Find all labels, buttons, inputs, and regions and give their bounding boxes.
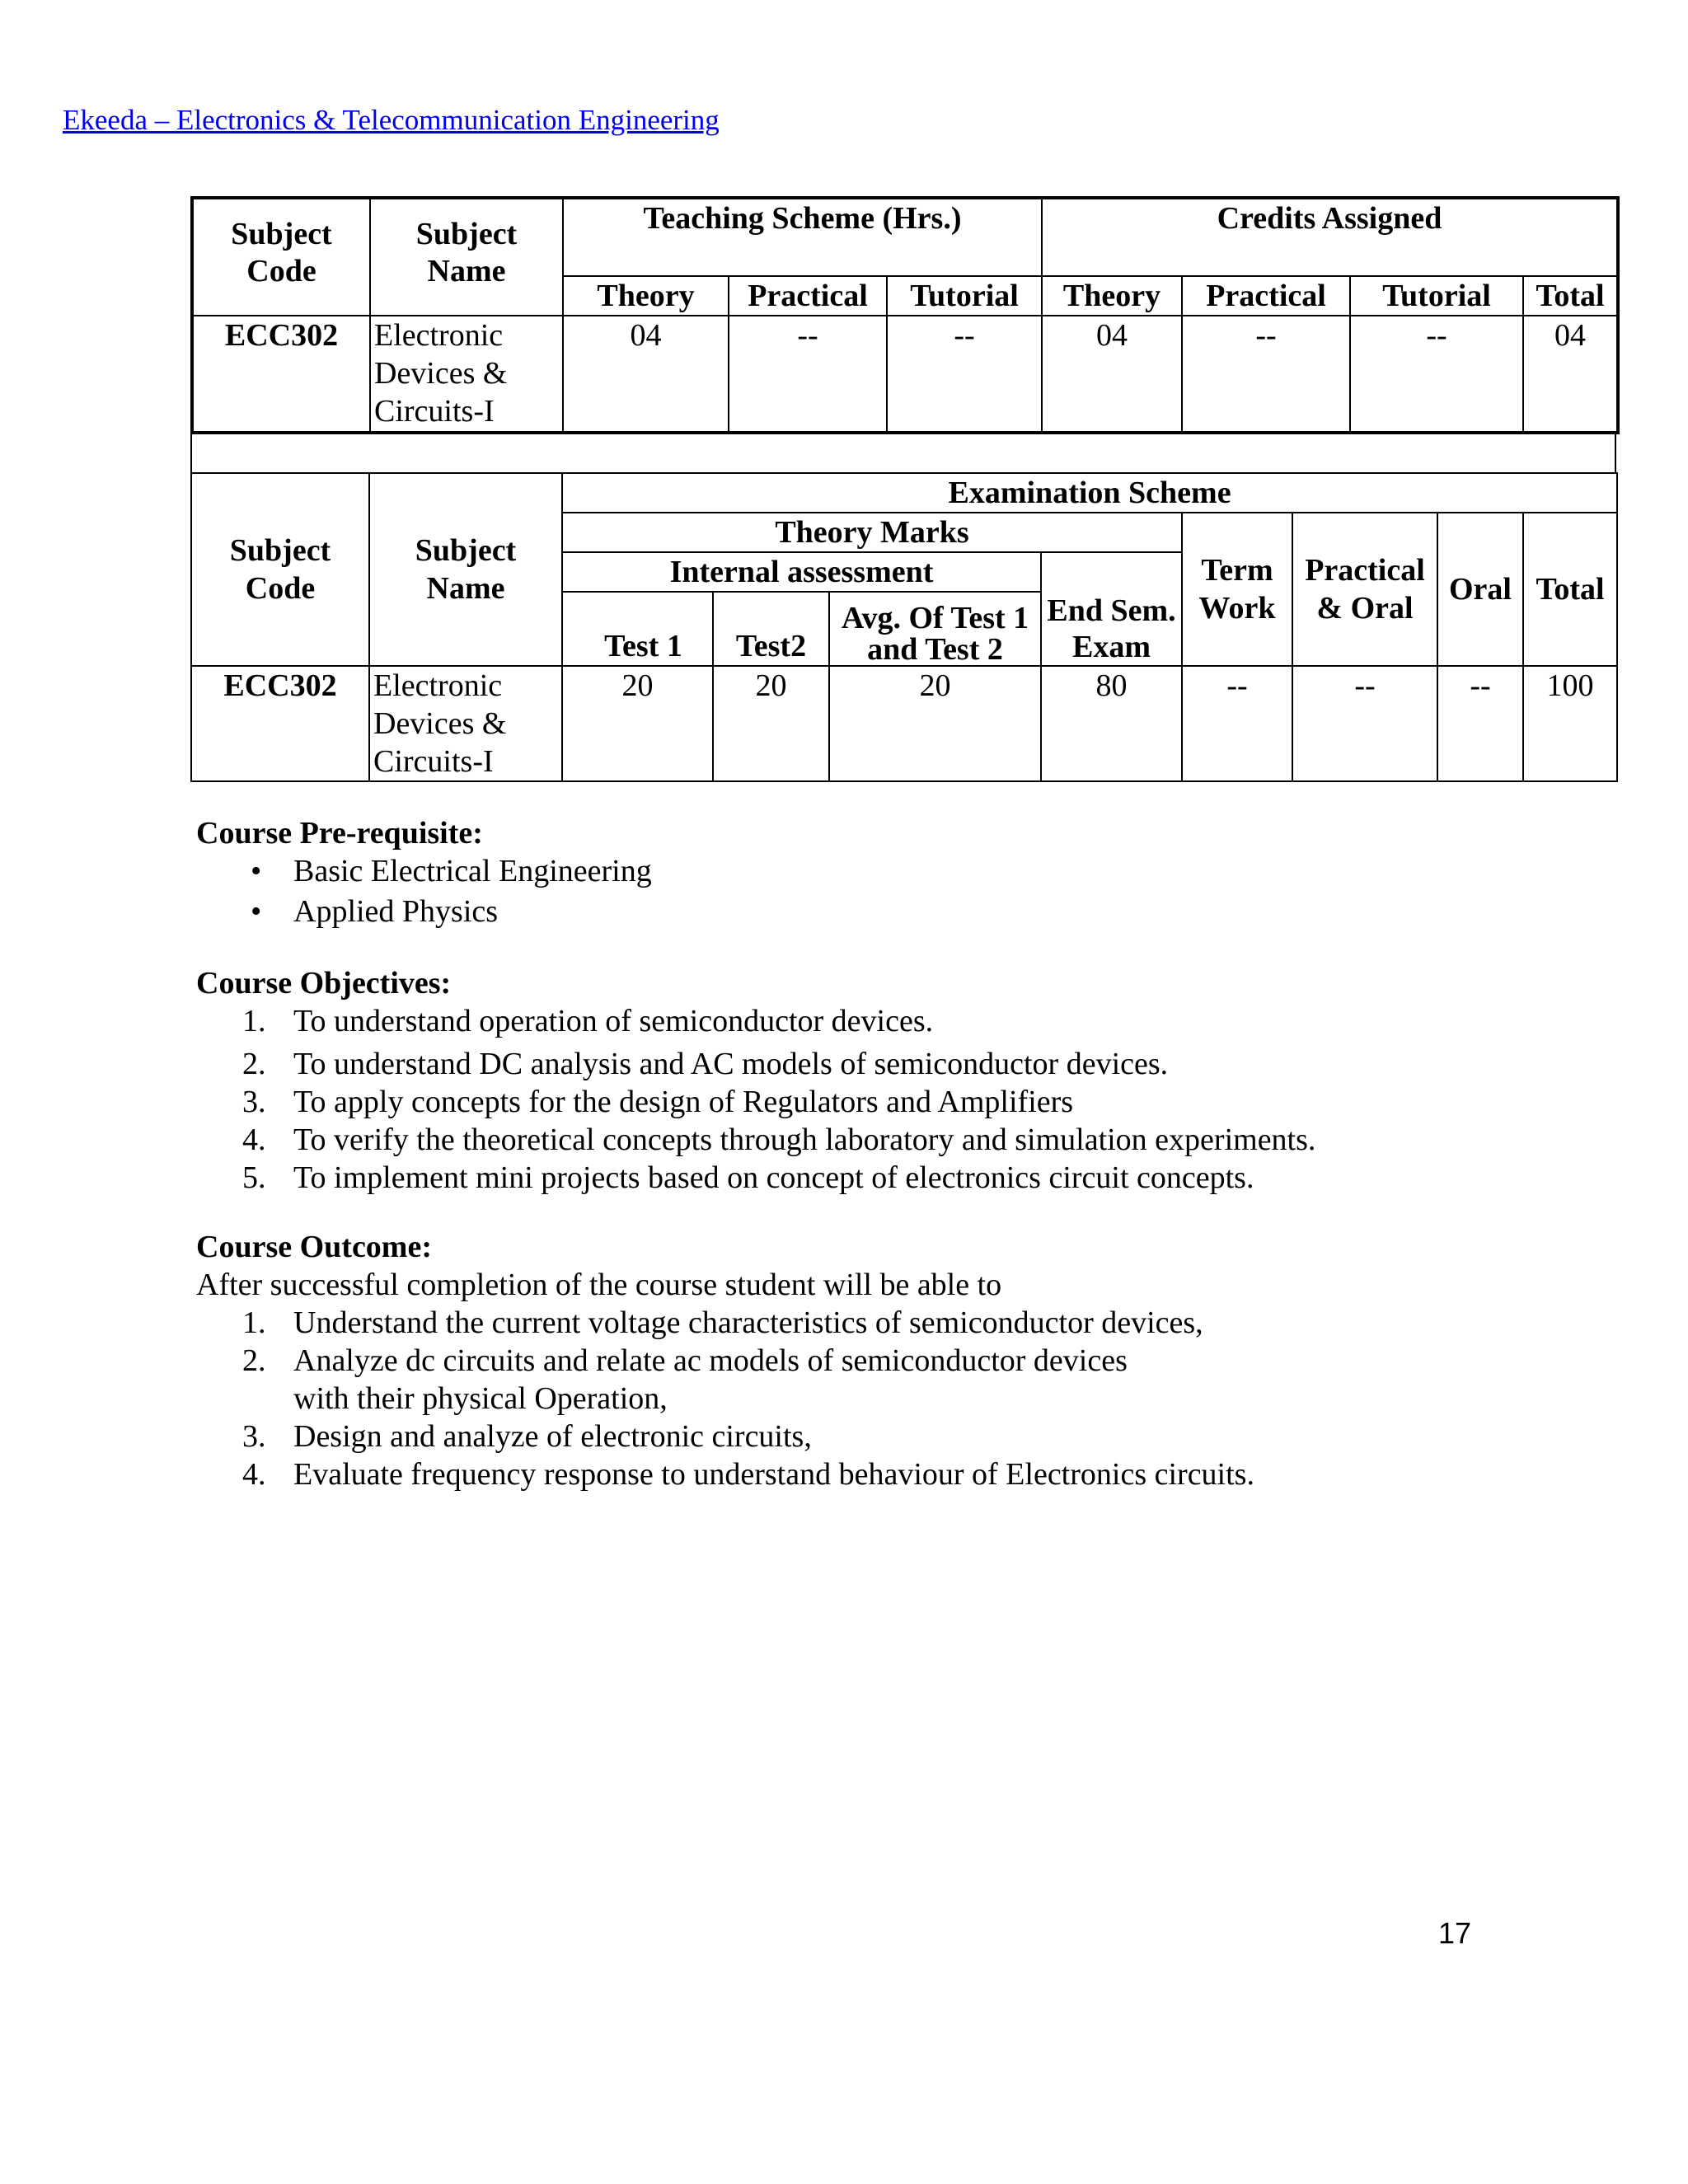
page-number: 17 bbox=[1438, 1916, 1472, 1950]
table-spacer bbox=[190, 434, 1616, 472]
bullet-icon: • bbox=[251, 854, 262, 888]
outcome-list bbox=[196, 1304, 1597, 1493]
value-cell: -- bbox=[1182, 666, 1292, 781]
list-item: 2. Analyze dc circuits and relate ac models of semiconductor devices with their physical Operation, bbox=[242, 1343, 1128, 1416]
list-item: 5. To implement mini projects based on concept of electronics circuit concepts. bbox=[242, 1160, 1254, 1195]
list-item: 3. To apply concepts for the design of Regulators and Amplifiers bbox=[242, 1085, 1074, 1119]
objectives-title: Course Objectives: bbox=[196, 966, 452, 1001]
value-cell: 04 bbox=[1042, 316, 1182, 433]
exam-subject-code-header: Subject Code bbox=[191, 473, 369, 666]
value-cell: 20 bbox=[713, 666, 829, 781]
teaching-tutorial-header: Tutorial bbox=[887, 276, 1042, 316]
list-item: 3. Design and analyze of electronic circuits, bbox=[242, 1419, 812, 1454]
table-row bbox=[192, 316, 1618, 433]
test2-header: Test2 bbox=[713, 592, 829, 666]
subject-name-header: Subject Name bbox=[370, 198, 563, 316]
teaching-practical-header: Practical bbox=[729, 276, 887, 316]
subject-name-cell: Electronic Devices & Circuits-I bbox=[370, 316, 563, 433]
bullet-icon: • bbox=[251, 894, 262, 929]
value-cell: -- bbox=[1350, 316, 1523, 433]
teaching-theory-header: Theory bbox=[563, 276, 729, 316]
subject-code-header: Subject Code bbox=[192, 198, 370, 316]
credits-tutorial-header: Tutorial bbox=[1350, 276, 1523, 316]
credits-practical-header: Practical bbox=[1182, 276, 1350, 316]
course-details bbox=[196, 814, 1597, 1493]
oral-header: Oral bbox=[1437, 513, 1523, 666]
value-cell: -- bbox=[1292, 666, 1437, 781]
list-item: 1. To understand operation of semiconductor devices. bbox=[242, 1004, 934, 1038]
value-cell: 20 bbox=[562, 666, 713, 781]
list-item: 4. To verify the theoretical concepts through laboratory and simulation experiments. bbox=[242, 1122, 1316, 1157]
value-cell: -- bbox=[1182, 316, 1350, 433]
subject-code-cell: ECC302 bbox=[191, 666, 369, 781]
header-link[interactable]: Ekeeda – Electronics & Telecommunication Engineering bbox=[63, 104, 720, 136]
credits-total-header: Total bbox=[1523, 276, 1618, 316]
term-work-header: Term Work bbox=[1182, 513, 1292, 666]
list-item: 2. To understand DC analysis and AC models of semiconductor devices. bbox=[242, 1047, 1169, 1081]
list-item: 1. Understand the current voltage characteristics of semiconductor devices, bbox=[242, 1305, 1203, 1340]
value-cell: 04 bbox=[1523, 316, 1618, 433]
end-sem-exam-header: End Sem. Exam bbox=[1041, 552, 1182, 666]
value-cell: -- bbox=[887, 316, 1042, 433]
prerequisite-title: Course Pre-requisite: bbox=[196, 816, 483, 851]
list-item: • Applied Physics bbox=[251, 894, 499, 929]
value-cell: 80 bbox=[1041, 666, 1182, 781]
value-cell: -- bbox=[1437, 666, 1523, 781]
value-cell: 100 bbox=[1523, 666, 1617, 781]
teaching-scheme-table bbox=[190, 196, 1620, 434]
table-row bbox=[191, 666, 1617, 781]
exam-subject-name-header: Subject Name bbox=[369, 473, 562, 666]
practical-oral-header: Practical & Oral bbox=[1292, 513, 1437, 666]
outcome-title: Course Outcome: bbox=[196, 1230, 432, 1264]
value-cell: -- bbox=[729, 316, 887, 433]
list-item: • Basic Electrical Engineering bbox=[251, 854, 652, 888]
value-cell: 04 bbox=[563, 316, 729, 433]
prerequisite-list bbox=[196, 852, 1597, 933]
theory-marks-header: Theory Marks bbox=[562, 513, 1182, 552]
value-cell: 20 bbox=[829, 666, 1041, 781]
examination-scheme-table bbox=[190, 472, 1618, 782]
internal-assessment-header: Internal assessment bbox=[562, 552, 1041, 592]
objectives-list bbox=[196, 1002, 1597, 1197]
subject-name-cell: Electronic Devices & Circuits-I bbox=[369, 666, 562, 781]
subject-code-cell: ECC302 bbox=[192, 316, 370, 433]
teaching-scheme-header: Teaching Scheme (Hrs.) bbox=[563, 198, 1042, 276]
test1-header: Test 1 bbox=[562, 592, 713, 666]
avg-test-header: Avg. Of Test 1 and Test 2 bbox=[829, 592, 1041, 666]
examination-scheme-header: Examination Scheme bbox=[562, 473, 1617, 513]
exam-total-header: Total bbox=[1523, 513, 1617, 666]
outcome-intro: After successful completion of the course student will be able to bbox=[196, 1268, 1002, 1302]
credits-assigned-header: Credits Assigned bbox=[1042, 198, 1618, 276]
credits-theory-header: Theory bbox=[1042, 276, 1182, 316]
list-item: 4. Evaluate frequency response to understand behaviour of Electronics circuits. bbox=[242, 1457, 1254, 1492]
